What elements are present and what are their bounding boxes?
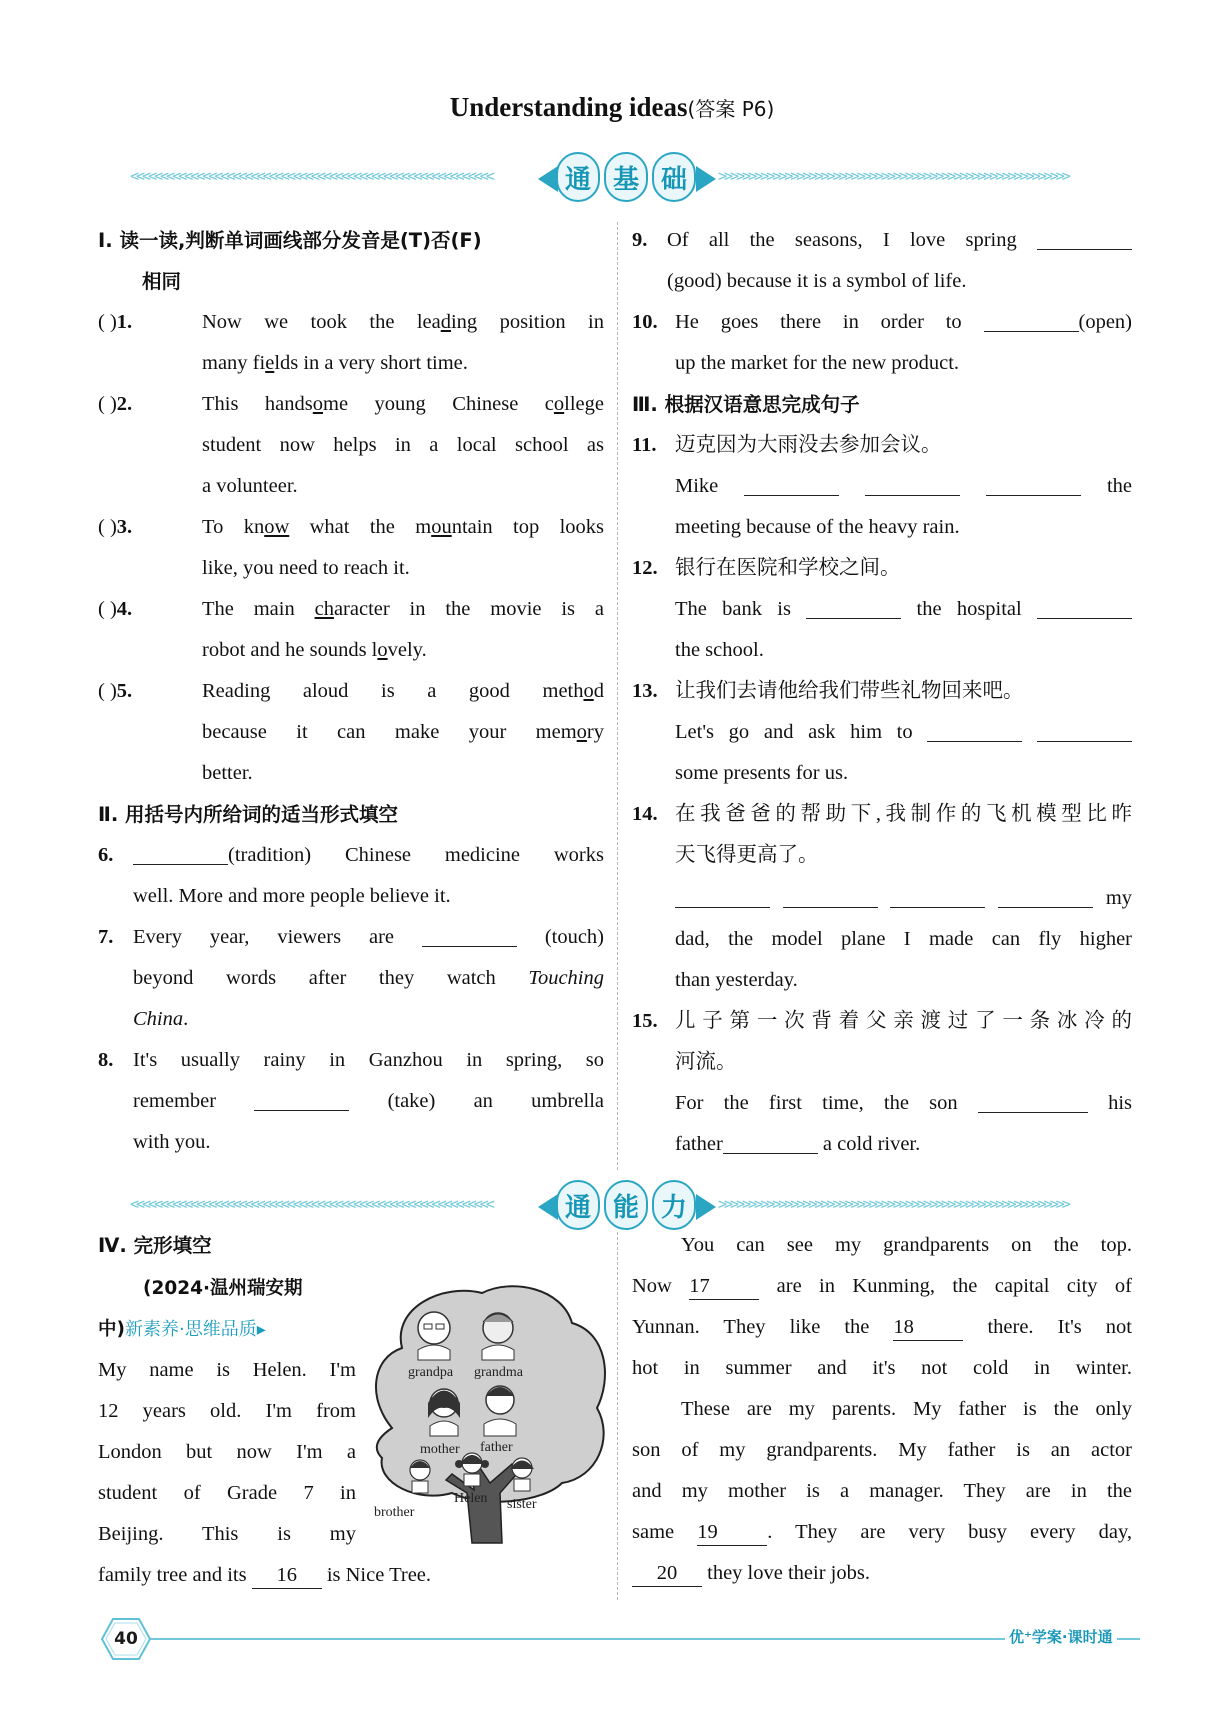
blank-input[interactable] [723, 1130, 818, 1154]
banner-char: 础 [652, 152, 696, 202]
question-2: ( )2. This handsome young Chinese college student now helps in a local school as a volunteer. [98, 384, 604, 507]
triangle-left-icon [538, 1194, 558, 1220]
passage-line: son of my grandparents. My father is an actor [632, 1439, 1132, 1461]
triangle-left-icon [538, 166, 558, 192]
blank-input[interactable] [422, 923, 517, 947]
question-9: 9. Of all the seasons, I love spring (good) because it is a symbol of life. [632, 220, 1132, 302]
column-divider [617, 222, 618, 1170]
triangle-right-icon [696, 166, 716, 192]
banner-char: 基 [604, 152, 648, 202]
blank-input[interactable] [675, 884, 770, 908]
literacy-tag: 新素养·思维品质 [124, 1319, 257, 1340]
cloze-blank-20[interactable]: 20 [632, 1560, 702, 1587]
passage-line: 12 years old. I'm from [98, 1400, 356, 1422]
blank-input[interactable] [783, 884, 878, 908]
cloze-right-column [632, 1225, 1132, 1594]
tree-label-grandpa: grandpa [408, 1365, 454, 1380]
left-column-basic [98, 220, 604, 1163]
arrow-decoration-left: <<<<<<<<<<<<<<<<<<<<<<<<<<<<<<<<<<<<<<<<<<<<<<<<<<<<<<<<<<<< [130, 1195, 492, 1213]
answer-paren-2[interactable]: ( )2. [98, 393, 133, 415]
passage-line: You can see my grandparents on the top. [681, 1234, 1132, 1256]
question-15: 15. 儿子第一次背着父亲渡过了一条冰冷的 河流。 For the first time, the son his father a cold river. [632, 1010, 1132, 1155]
passage-line: Now 17 are in Kunming, the capital city of [632, 1266, 1132, 1307]
right-column-basic [632, 220, 1132, 1165]
triangle-right-icon [696, 1194, 716, 1220]
blank-input[interactable] [133, 841, 228, 865]
source-line-1: (2024·温州瑞安期 [143, 1278, 303, 1299]
grandma-icon [482, 1313, 514, 1360]
banner-badge [556, 152, 696, 204]
blank-input[interactable] [806, 595, 901, 619]
banner-char: 力 [652, 1180, 696, 1230]
passage-line: 20 they love their jobs. [632, 1553, 1132, 1594]
passage-line: family tree and its 16 is Nice Tree. [98, 1555, 608, 1596]
passage-line: Beijing. This is my [98, 1523, 356, 1545]
section-3-heading: Ⅲ. 根据汉语意思完成句子 [632, 393, 860, 416]
arrow-decoration-left: <<<<<<<<<<<<<<<<<<<<<<<<<<<<<<<<<<<<<<<<<<<<<<<<<<<<<<<<<<<< [130, 167, 492, 185]
passage-line: student of Grade 7 in [98, 1482, 356, 1504]
brother-icon [410, 1460, 430, 1493]
answer-paren-5[interactable]: ( )5. [98, 680, 133, 702]
blank-input[interactable] [744, 472, 839, 496]
tag-arrow-icon: ▸ [256, 1319, 266, 1340]
blank-input[interactable] [998, 884, 1093, 908]
cloze-blank-16[interactable]: 16 [252, 1562, 322, 1589]
question-1: ( )1. Now we took the leading position in many fields in a very short time. [98, 302, 604, 384]
answer-reference: (答案 P6) [687, 97, 775, 121]
grandpa-icon [418, 1312, 450, 1360]
blank-input[interactable] [978, 1089, 1088, 1113]
tree-label-father: father [480, 1440, 513, 1455]
banner-char: 能 [604, 1180, 648, 1230]
tree-label-mother: mother [420, 1442, 460, 1457]
passage-line: hot in summer and it's not cold in winter. [632, 1357, 1132, 1379]
banner-char: 通 [556, 1180, 600, 1230]
passage-line: These are my parents. My father is the only [681, 1398, 1132, 1420]
cloze-blank-19[interactable]: 19 [697, 1519, 767, 1546]
section-1-heading: Ⅰ. 读一读,判断单词画线部分发音是(T)否(F) [98, 229, 482, 252]
question-13: 13. 让我们去请他给我们带些礼物回来吧。 Let's go and ask him to some presents for us. [632, 671, 1132, 794]
section-1-heading-cont: 相同 [142, 270, 182, 293]
question-10: 10. He goes there in order to (open) up the market for the new product. [632, 302, 1132, 384]
answer-paren-1[interactable]: ( )1. [98, 311, 133, 333]
passage-line: My name is Helen. I'm [98, 1359, 356, 1381]
question-5: ( )5. Reading aloud is a good method because it can make your memory better. [98, 671, 604, 794]
arrow-decoration-right: >>>>>>>>>>>>>>>>>>>>>>>>>>>>>>>>>>>>>>>>>>>>>>>>>>>>>>>>>> [718, 167, 1068, 185]
title-main: Understanding ideas [449, 92, 688, 122]
blank-input[interactable] [254, 1087, 349, 1111]
footer-rule [150, 1638, 1140, 1640]
tree-label-grandma: grandma [474, 1365, 523, 1380]
section-2-heading: Ⅱ. 用括号内所给词的适当形式填空 [98, 803, 399, 826]
source-line-2: 中) [98, 1319, 125, 1340]
brand-logo: 优⁺学案·课时通 [1005, 1626, 1117, 1647]
question-11: 11. 迈克因为大雨没去参加会议。 Mike the meeting because of the heavy rain. [632, 434, 1133, 538]
blank-input[interactable] [1037, 595, 1132, 619]
tree-label-sister: sister [507, 1497, 537, 1512]
blank-input[interactable] [1037, 718, 1132, 742]
answer-paren-3[interactable]: ( )3. [98, 516, 133, 538]
arrow-decoration-right: >>>>>>>>>>>>>>>>>>>>>>>>>>>>>>>>>>>>>>>>>>>>>>>>>>>>>>>>>> [718, 1195, 1068, 1213]
passage-line: London but now I'm a [98, 1441, 356, 1463]
passage-line: same 19 . They are very busy every day, [632, 1512, 1132, 1553]
answer-paren-4[interactable]: ( )4. [98, 598, 133, 620]
question-7: 7. Every year, viewers are (touch) beyond words after they watch Touching China. [98, 917, 604, 1040]
question-12: 12. 银行在医院和学校之间。 The bank is the hospital the school. [632, 548, 1132, 671]
family-tree-illustration [362, 1278, 614, 1550]
banner-char: 通 [556, 152, 600, 202]
question-8: 8. It's usually rainy in Ganzhou in spring, so remember (take) an umbrella with you. [98, 1049, 605, 1153]
passage-line: Yunnan. They like the 18 there. It's not [632, 1307, 1132, 1348]
column-divider [617, 1232, 618, 1600]
blank-input[interactable] [1037, 226, 1132, 250]
passage-line: and my mother is a manager. They are in the [632, 1480, 1132, 1502]
mother-icon [428, 1389, 460, 1436]
page-number: 40 [114, 1629, 138, 1649]
blank-input[interactable] [984, 308, 1079, 332]
tree-label-brother: brother [374, 1505, 415, 1520]
blank-input[interactable] [927, 718, 1022, 742]
section-4-heading: Ⅳ. 完形填空 [98, 1234, 212, 1257]
question-4: ( )4. The main character in the movie is a robot and he sounds lovely. [98, 589, 604, 671]
page-title [0, 92, 1224, 123]
question-6: 6. (tradition) Chinese medicine works well. More and more people believe it. [98, 835, 604, 917]
tree-label-helen: Helen [454, 1491, 488, 1506]
question-14: 14. 在我爸爸的帮助下,我制作的飞机模型比昨 天飞得更高了。 my dad, the model plane I made can fly higher than yesterday. [632, 803, 1133, 991]
banner-basic [130, 150, 1100, 206]
cloze-blank-17[interactable]: 17 [689, 1273, 759, 1300]
question-3: ( )3. To know what the mountain top looks like, you need to reach it. [98, 507, 604, 589]
blank-input[interactable] [890, 884, 985, 908]
blank-input[interactable] [865, 472, 960, 496]
cloze-blank-18[interactable]: 18 [893, 1314, 963, 1341]
blank-input[interactable] [986, 472, 1081, 496]
